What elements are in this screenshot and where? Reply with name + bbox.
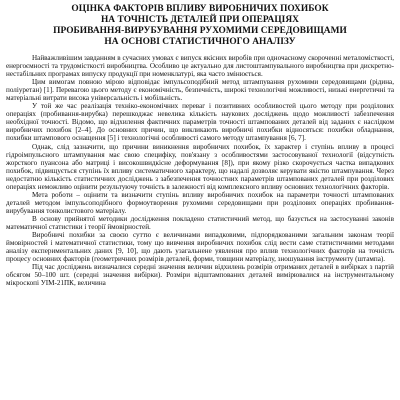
title-line: НА ОСНОВІ СТАТИСТИЧНОГО АНАЛІЗУ [104, 37, 296, 47]
paragraph: У той же час реалізація техніко-економічних переваг і позитивних особливостей цього методу при розділових операціях (пробивання-вирубка) перешкоджає невелика кількість наукових досліджень щодо можливості забезпечення необхідної точності. Відомо, що відхилення фактичних параметрів точності штампованих деталей від заданих є наслідком виробничих похибок [2–4]. До основних причин, що викликають виробничі похибки відносяться: похибки обладнання, похибки штампового оснащення [5] і технологічні особливості самого методу штампування [6, 7]. [6, 102, 394, 143]
title-line: НА ТОЧНІСТЬ ДЕТАЛЕЙ ПРИ ОПЕРАЦІЯХ [100, 15, 300, 25]
paragraph: Однак, слід зазначити, що причини виникнення виробничих похибок, їх характер і ступінь впливу в процесі гідроімпульсного штампування має свою специфіку, пов'язану з особливостями застосовуваної технології (відсутність жорсткого пуансона або матриці і високошвидкісне деформування [8]), при якому різко скорочується частка випадкових похибок, підвищується ступінь їх впливу систематичного характеру, що надалі дозволяє керувати якістю штампування. Через недостатню кількість статистичних досліджень з забезпечення точностних параметрів штампованих деталей при розділових операціях неможливо оцінити результуючу точність в залежності від комплексного впливу основних технологічних факторів. [6, 142, 394, 191]
paragraph: Мета роботи – оцінити та визначити ступінь впливу виробничих похибок на параметри точності штампованих деталей методом імпульсоподібного формоутворення рухомими середовищами при розділових операціях пробивання-вирубування тонколистового матеріалу. [6, 190, 394, 215]
article-body [6, 54, 394, 287]
title-line: ПРОБИВАННЯ-ВИРУБУВАННЯ РУХОМИМИ СЕРЕДОВИЩАМИ [53, 26, 347, 36]
article-title [6, 4, 394, 48]
title-line: ОЦІНКА ФАКТОРІВ ВПЛИВУ ВИРОБНИЧИХ ПОХИБОК [71, 4, 329, 14]
paragraph: Під час досліджень визначалися середні значення величин відхилень розмірів отриманих деталей в вибірках з партій обсягом 50–100 шт. (середні значення вибірки). Розміри відштампованих деталей вимірювалися на інструментальному мікроскопі УІМ-21ПК, величина [6, 263, 394, 288]
paragraph: Виробничі похибки за своєю суттю є величинами випадковими, підпорядкованими загальним законам теорії ймовірностей і математичної статистики, тому що вивчення виробничих похибок слід вести саме статистичними методами аналізу експериментальних даних [9, 10], що дають узагальнене уявлення про вплив технологічних факторів на точність процесу основних факторів (геометричних розмірів деталей, форми, товщини матеріалу, зношування інструменту (штампа). [6, 231, 394, 264]
paragraph: Цим вимогам повною мірою відповідає імпульсоподібний метод штампування рухомими середовищами (рідина, поліуретан) [1]. Перевагою цього методу є економічність, безпечність, широкі технологічні можливості, низькі енергетичні та матеріальні витрати висока універсальність і мобільність. [6, 78, 394, 103]
paragraph: Найважливішим завданням в сучасних умовах є випуск якісних виробів при одночасному скороченні металомісткості, енергоємності та трудомісткості виробництва. Особливо це актуально для листоштампувального виробництва при дискретно-нестабільних програмах випуску продукції при номенклатурі, яка часто змінюється. [6, 54, 394, 79]
paragraph: В основу прийнятої методики дослідження покладено статистичний метод, що базується на застосуванні законів математичної статистики і теорії ймовірностей. [6, 214, 394, 231]
